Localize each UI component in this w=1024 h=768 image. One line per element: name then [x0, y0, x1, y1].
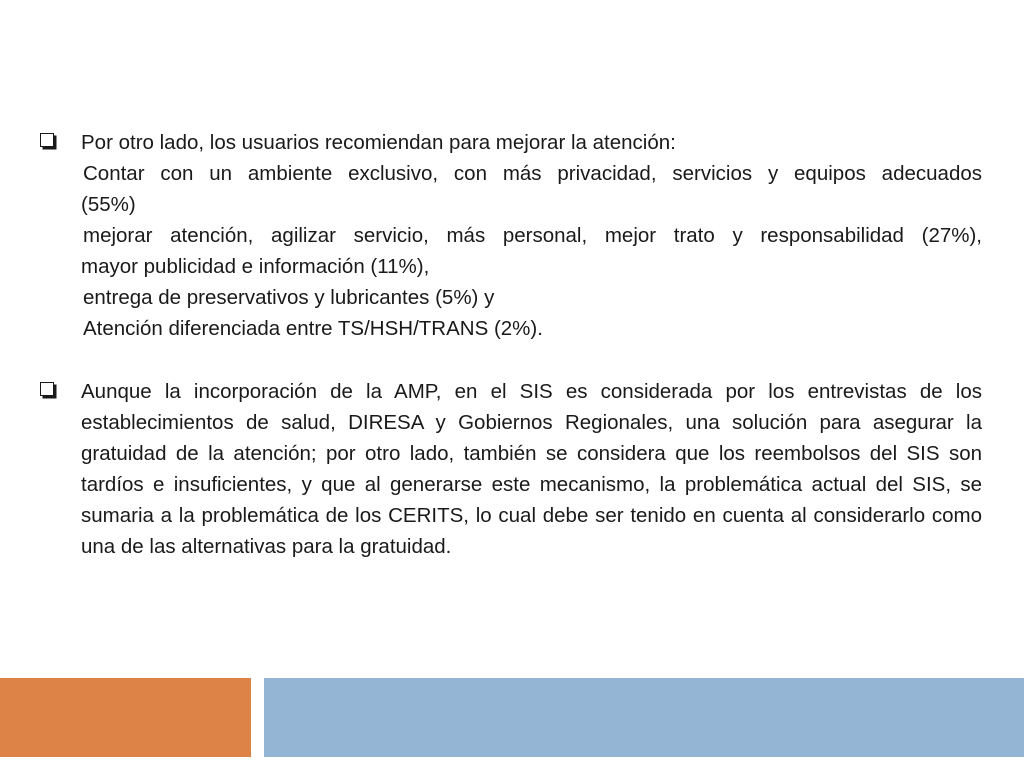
recommendation-item-1-line-1: Contar con un ambiente exclusivo, con más privacidad, servicios y equipos adecuados [83, 162, 982, 185]
bullet-recommendations [40, 127, 982, 344]
recommendation-item-2-line-2: mayor publicidad e información (11%), [81, 255, 430, 278]
footer-blue-block [264, 678, 1024, 757]
recommendation-item-4: Atención diferenciada entre TS/HSH/TRANS (2%). [83, 317, 543, 340]
bullet-heading-row [40, 127, 982, 158]
recommendation-item-2-line-1: mejorar atención, agilizar servicio, más personal, mejor trato y responsabilidad (27%), [83, 224, 982, 247]
checkbox-icon [40, 382, 54, 396]
bullet-body-row [40, 376, 982, 562]
recommendation-item-3: entrega de preservativos y lubricantes (5%) y [83, 286, 495, 309]
recommendation-list [40, 158, 982, 344]
bullet-amp-analysis [40, 376, 982, 562]
bullet-heading: Por otro lado, los usuarios recomiendan para mejorar la atención: [81, 131, 676, 154]
footer-orange-block [0, 678, 251, 757]
bullet-body-text: Aunque la incorporación de la AMP, en el SIS es considerada por los entrevistas de los establecimientos de salud, DIRESA y Gobiernos Regionales, una solución para asegurar la gratuidad de la atención; por otro lado, también se considera que los reembolsos del SIS son tardíos e insuficientes, y que al generarse este mecanismo, la problemática actual del SIS, se sumaria a la problemática de los CERITS, lo cual debe ser tenido en cuenta al considerarlo como una de las alternativas para la gratuidad. [81, 380, 982, 558]
checkbox-icon [40, 133, 54, 147]
recommendation-item-1-line-2: (55%) [81, 193, 136, 216]
